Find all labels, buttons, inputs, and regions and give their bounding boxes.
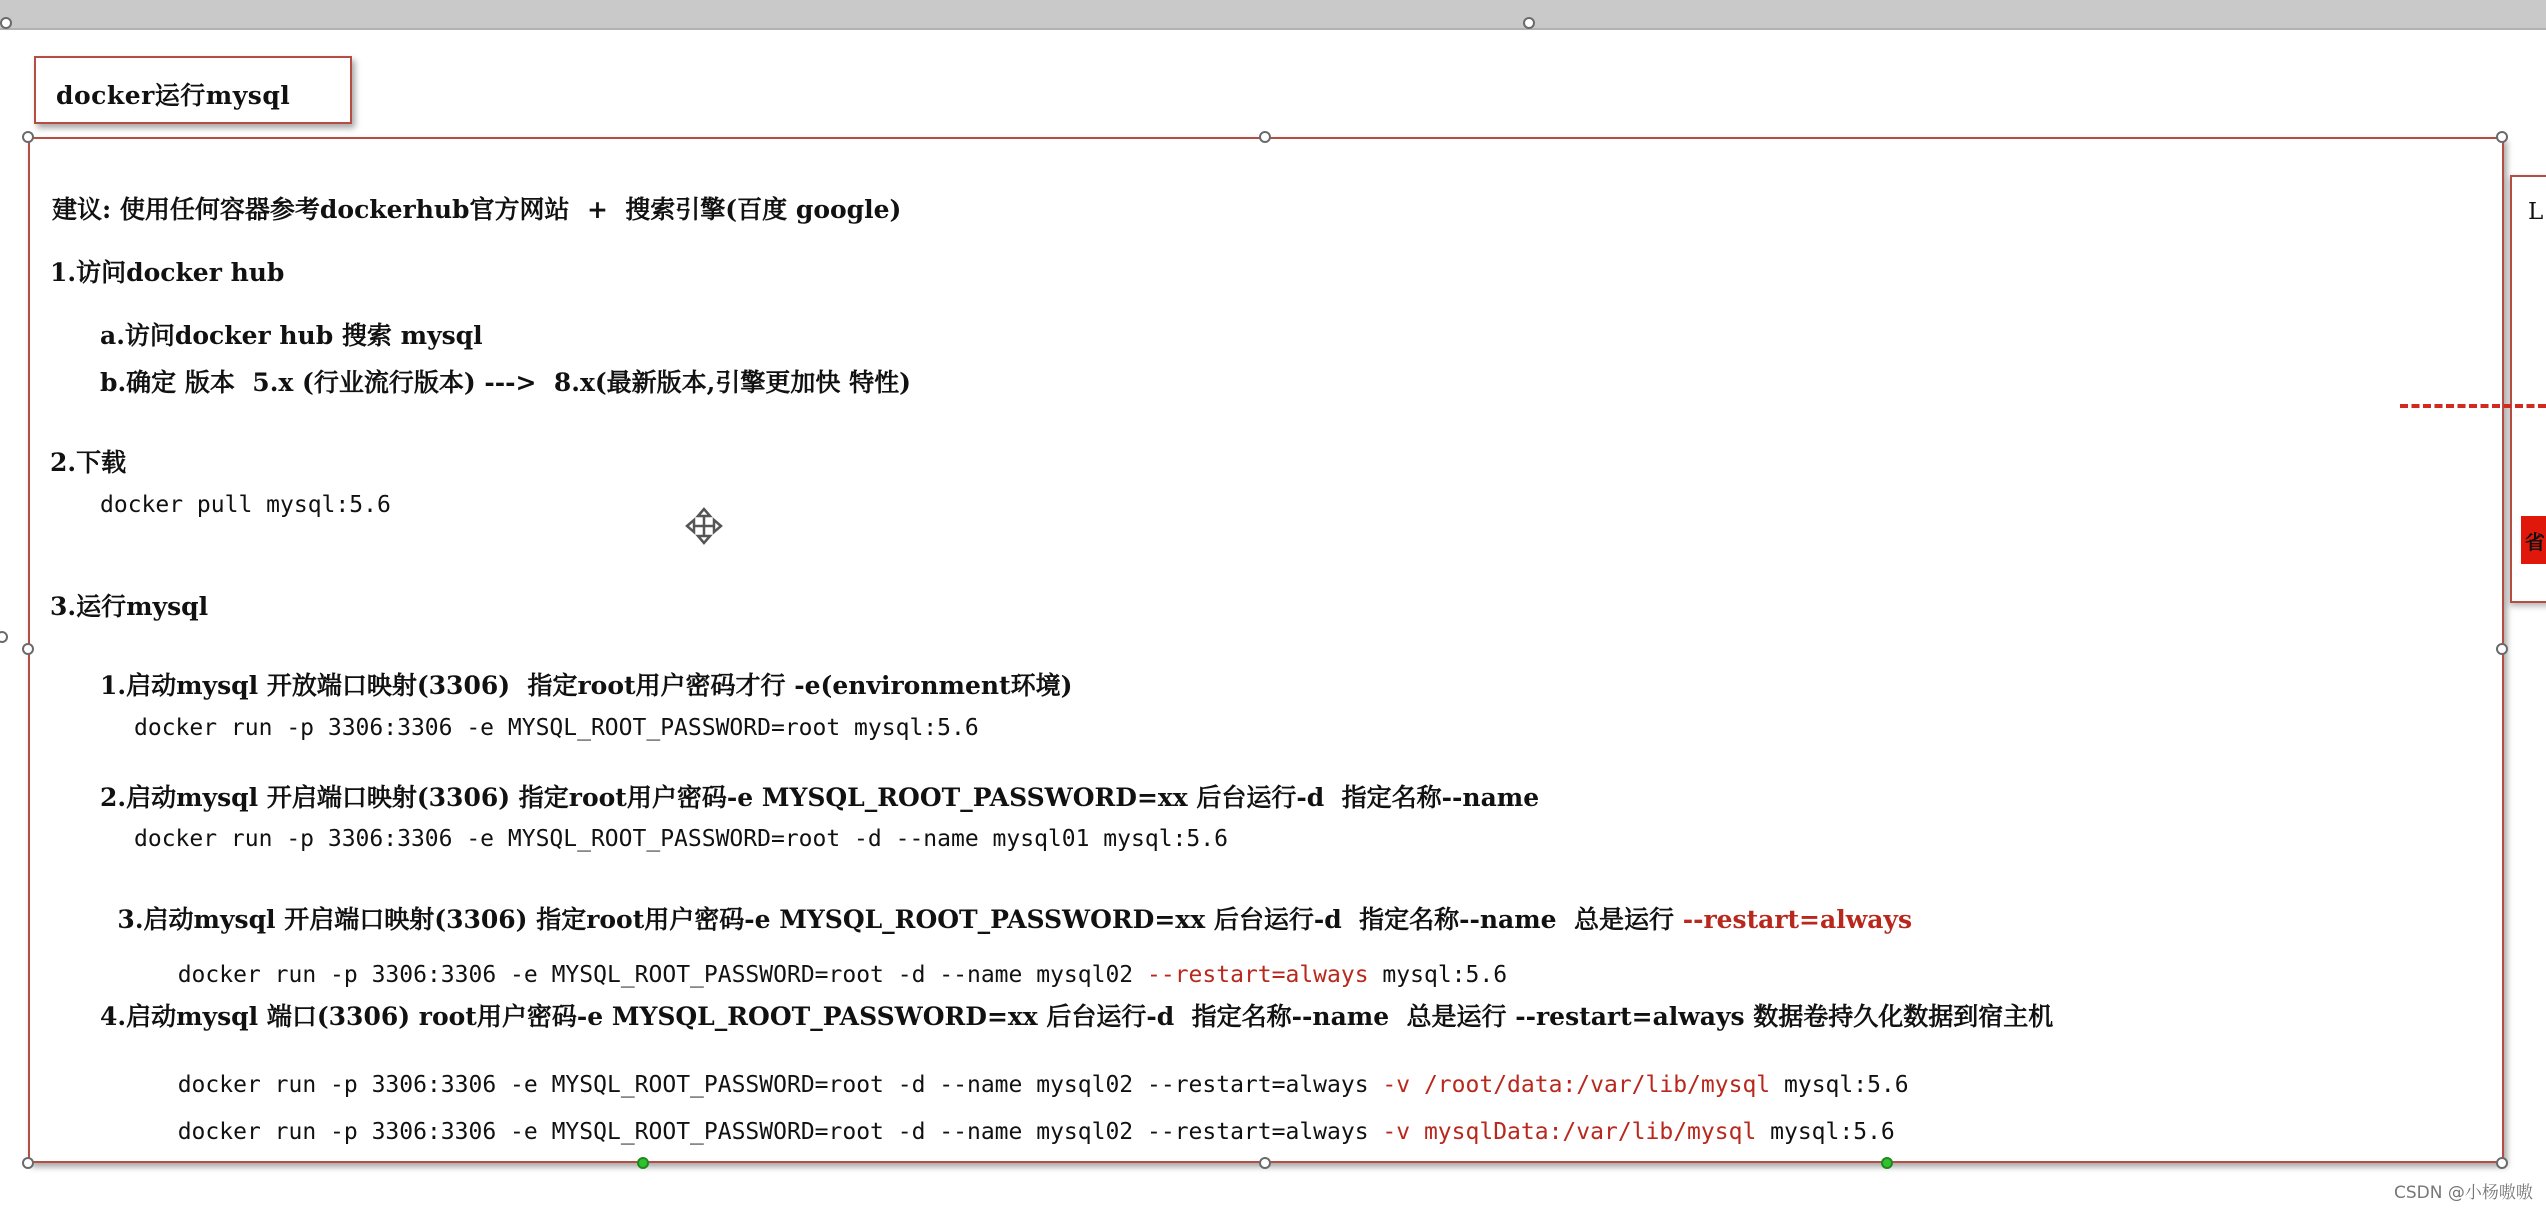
run1-desc: 1.启动mysql 开放端口映射(3306) 指定root用户密码才行 -e(environment环境)	[100, 671, 1073, 700]
run3-desc-text: 3.启动mysql 开启端口映射(3306) 指定root用户密码-e MYSQL_ROOT_PASSWORD=xx 后台运行-d 指定名称--name 总是运行	[117, 905, 1683, 934]
step1-heading: 1.访问docker hub	[50, 258, 285, 287]
run4-desc: 4.启动mysql 端口(3306) root用户密码-e MYSQL_ROOT_PASSWORD=xx 后台运行-d 指定名称--name 总是运行 --restart=always 数据卷持久化数据到宿主机	[100, 1002, 2054, 1031]
run3-command-image: mysql:5.6	[1368, 962, 1508, 988]
run3-desc	[100, 871, 1912, 936]
slide-title: docker运行mysql	[56, 81, 291, 110]
resize-handle-bottom-left[interactable]	[22, 1157, 34, 1169]
advice-line: 建议: 使用任何容器参考dockerhub官方网站 + 搜索引擎(百度 google)	[52, 195, 902, 224]
run2-command: docker run -p 3306:3306 -e MYSQL_ROOT_PASSWORD=root -d --name mysql01 mysql:5.6	[134, 826, 1228, 852]
step2-heading: 2.下载	[50, 448, 127, 477]
resize-handle-slide-mid-left[interactable]	[0, 631, 8, 643]
resize-handle-top-center[interactable]	[1259, 131, 1271, 143]
move-cursor-icon	[684, 506, 724, 546]
right-panel-letter: L	[2528, 199, 2544, 225]
run4-command-2-text: docker run -p 3306:3306 -e MYSQL_ROOT_PASSWORD=root -d --name mysql02 --restart=always	[177, 1119, 1383, 1145]
resize-handle-slide-top[interactable]	[1523, 17, 1535, 29]
step3-heading: 3.运行mysql	[50, 592, 209, 621]
run4-command-1-volume: -v /root/data:/var/lib/mysql	[1382, 1072, 1771, 1098]
run3-command	[150, 936, 1507, 988]
run4-command-2-volume: -v mysqlData:/var/lib/mysql	[1382, 1119, 1757, 1145]
resize-handle-bottom-right[interactable]	[2496, 1157, 2508, 1169]
run4-command-1	[150, 1046, 1909, 1098]
run3-command-restart: --restart=always	[1147, 962, 1369, 988]
step1a-text: a.访问docker hub 搜索 mysql	[100, 321, 483, 350]
title-textbox[interactable]	[34, 56, 352, 124]
pull-command: docker pull mysql:5.6	[100, 492, 391, 518]
resize-handle-top-right[interactable]	[2496, 131, 2508, 143]
resize-handle-middle-left[interactable]	[22, 643, 34, 655]
connector-point-right[interactable]	[1881, 1157, 1893, 1169]
step1b-text: b.确定 版本 5.x (行业流行版本) ---> 8.x(最新版本,引擎更加快 特性)	[100, 368, 911, 397]
resize-handle-slide-left[interactable]	[0, 17, 12, 29]
red-label-box	[2521, 516, 2546, 564]
run4-command-2	[150, 1093, 1895, 1145]
run4-command-1-text: docker run -p 3306:3306 -e MYSQL_ROOT_PASSWORD=root -d --name mysql02 --restart=always	[177, 1072, 1383, 1098]
run4-command-1-image: mysql:5.6	[1770, 1072, 1909, 1098]
resize-handle-bottom-center[interactable]	[1259, 1157, 1271, 1169]
run2-desc: 2.启动mysql 开启端口映射(3306) 指定root用户密码-e MYSQL_ROOT_PASSWORD=xx 后台运行-d 指定名称--name	[100, 783, 1540, 812]
run3-command-text: docker run -p 3306:3306 -e MYSQL_ROOT_PASSWORD=root -d --name mysql02	[177, 962, 1148, 988]
run3-restart-flag: --restart=always	[1682, 905, 1913, 934]
run1-command: docker run -p 3306:3306 -e MYSQL_ROOT_PASSWORD=root mysql:5.6	[134, 715, 979, 741]
run4-command-2-image: mysql:5.6	[1756, 1119, 1895, 1145]
connector-point-left[interactable]	[637, 1157, 649, 1169]
resize-handle-top-left[interactable]	[22, 131, 34, 143]
dashed-red-line	[2400, 404, 2546, 408]
csdn-watermark: CSDN @小杨嗷嗷	[2394, 1183, 2533, 1203]
resize-handle-middle-right[interactable]	[2496, 643, 2508, 655]
red-label-text: 省	[2525, 530, 2545, 554]
window-top-bar	[0, 0, 2546, 30]
